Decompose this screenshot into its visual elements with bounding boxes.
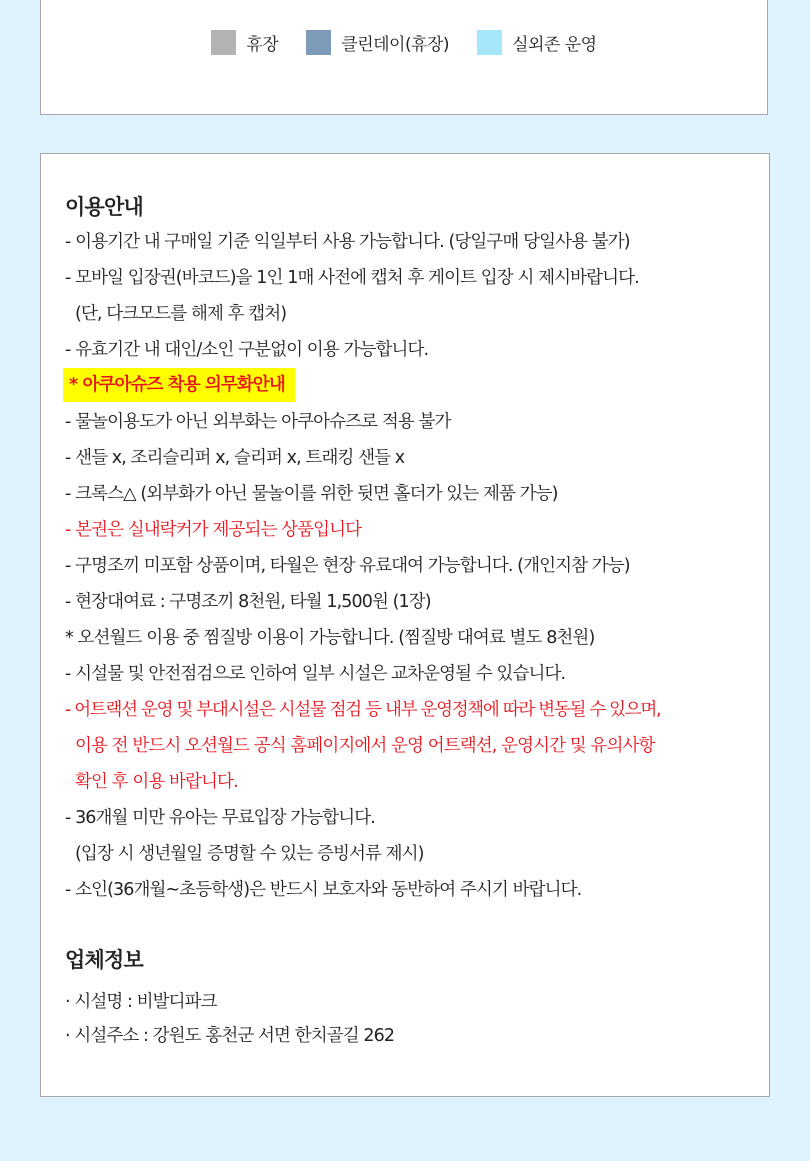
legend-item-outdoor	[477, 30, 597, 55]
usage-line: - 샌들 x, 조리슬리퍼 x, 슬리퍼 x, 트래킹 샌들 x	[65, 448, 405, 468]
legend	[41, 30, 767, 55]
facility-address: · 시설주소 : 강원도 홍천군 서면 한치골길 262	[65, 1026, 395, 1046]
usage-line: - 크록스△ (외부화가 아닌 물놀이를 위한 뒷면 홀더가 있는 제품 가능)	[65, 484, 558, 504]
usage-line-emphasis: - 어트랙션 운영 및 부대시설은 시설물 점검 등 내부 운영정책에 따라 변동될 수 있으며,	[65, 700, 661, 720]
legend-label-closed: 휴장	[246, 35, 279, 55]
usage-line: - 이용기간 내 구매일 기준 익일부터 사용 가능합니다. (당일구매 당일사용 불가)	[65, 232, 630, 252]
usage-line: - 시설물 및 안전점검으로 인하여 일부 시설은 교차운영될 수 있습니다.	[65, 664, 566, 684]
company-info-title: 업체정보	[65, 948, 143, 972]
legend-label-cleanday: 클린데이(휴장)	[341, 35, 450, 55]
usage-line-emphasis: - 본권은 실내락커가 제공되는 상품입니다	[65, 520, 362, 540]
facility-name: · 시설명 : 비발디파크	[65, 992, 217, 1012]
usage-line: - 유효기간 내 대인/소인 구분없이 이용 가능합니다.	[65, 340, 429, 360]
usage-line: (입장 시 생년월일 증명할 수 있는 증빙서류 제시)	[75, 844, 424, 864]
usage-line: - 물놀이용도가 아닌 외부화는 아쿠아슈즈로 적용 불가	[65, 412, 451, 432]
legend-label-outdoor: 실외존 운영	[512, 35, 597, 55]
legend-swatch-outdoor	[477, 30, 502, 55]
usage-line: - 구명조끼 미포함 상품이며, 타월은 현장 유료대여 가능합니다. (개인지참 가능)	[65, 556, 630, 576]
legend-panel	[40, 0, 768, 115]
usage-line: - 36개월 미만 유아는 무료입장 가능합니다.	[65, 808, 375, 828]
usage-line-emphasis: 확인 후 이용 바랍니다.	[75, 772, 238, 792]
legend-item-cleanday	[306, 30, 449, 55]
usage-line: (단, 다크모드를 해제 후 캡처)	[75, 304, 287, 324]
usage-line: - 소인(36개월~초등학생)은 반드시 보호자와 동반하여 주시기 바랍니다.	[65, 880, 582, 900]
legend-item-closed	[211, 30, 278, 55]
legend-swatch-closed	[211, 30, 236, 55]
aqua-shoes-notice-heading: * 아쿠아슈즈 착용 의무화안내	[63, 368, 295, 402]
usage-line-emphasis: 이용 전 반드시 오션월드 공식 홈페이지에서 운영 어트랙션, 운영시간 및 유의사항	[75, 736, 655, 756]
usage-line: * 오션월드 이용 중 찜질방 이용이 가능합니다. (찜질방 대여료 별도 8천원)	[65, 628, 595, 648]
usage-info-panel	[40, 153, 770, 1097]
usage-title: 이용안내	[65, 195, 143, 219]
usage-line: - 모바일 입장권(바코드)을 1인 1매 사전에 캡처 후 게이트 입장 시 제시바랍니다.	[65, 268, 639, 288]
usage-line: - 현장대여료 : 구명조끼 8천원, 타월 1,500원 (1장)	[65, 592, 431, 612]
legend-swatch-cleanday	[306, 30, 331, 55]
